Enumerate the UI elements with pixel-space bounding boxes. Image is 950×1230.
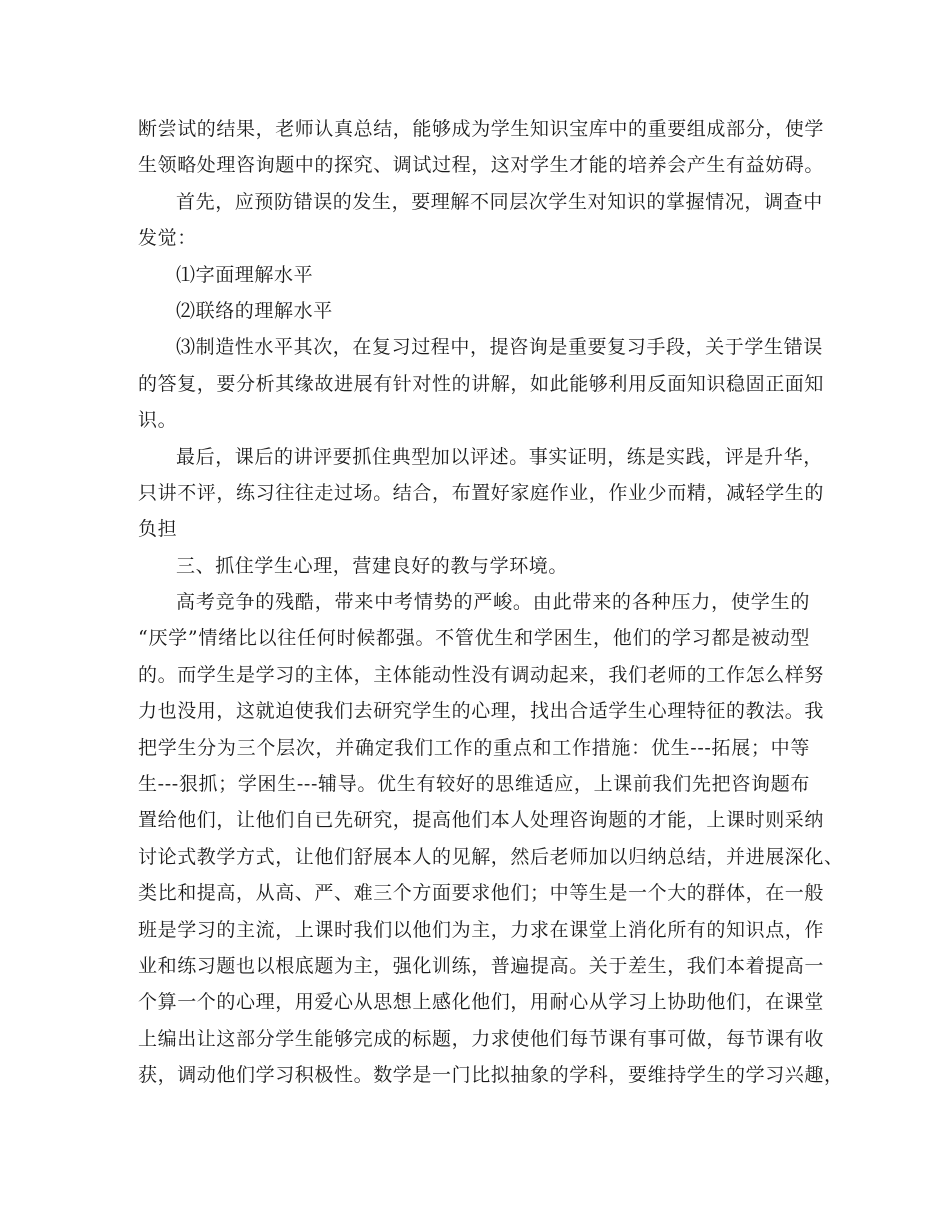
body-line: 个算一个的心理，用爱心从思想上感化他们，用耐心从学习上协助他们，在课堂 — [138, 991, 825, 1014]
body-line: 只讲不评，练习往往走过场。结合，布置好家庭作业，作业少而精，减轻学生的 — [138, 481, 825, 504]
paragraph-first-line: 首先，应预防错误的发生，要理解不同层次学生对知识的掌握情况，调查中 — [176, 190, 823, 213]
paragraph-first-line: 最后，课后的讲评要抓住典型加以评述。事实证明，练是实践，评是升华， — [176, 445, 823, 468]
body-line: 获，调动他们学习积极性。数学是一门比拟抽象的学科，要维持学生的学习兴趣， — [138, 1064, 844, 1087]
paragraph-first-line: 高考竞争的残酷，带来中考情势的严峻。由此带来的各种压力，使学生的 — [176, 591, 810, 614]
body-line: 发觉： — [138, 227, 197, 250]
body-line: 生领略处理咨询题中的探究、调试过程，这对学生才能的培养会产生有益妨碍。 — [138, 154, 825, 177]
body-line: 生---狠抓；学困生---辅导。优生有较好的思维适应，上课前我们先把咨询题布 — [138, 773, 810, 796]
body-line: 力也没用，这就迫使我们去研究学生的心理，找出合适学生心理特征的教法。我 — [138, 700, 825, 723]
body-line: 讨论式教学方式，让他们舒展本人的见解，然后老师加以归纳总结，并进展深化、 — [138, 845, 844, 868]
body-line: 业和练习题也以根底题为主，强化训练，普遍提高。关于差生，我们本着提高一 — [138, 954, 825, 977]
document-body — [138, 111, 844, 1094]
body-line: 上编出让这部分学生能够完成的标题，力求使他们每节课有事可做，每节课有收 — [138, 1027, 825, 1050]
section-heading: 三、抓住学生心理，营建良好的教与学环境。 — [176, 554, 569, 577]
body-line: 的。而学生是学习的主体，主体能动性没有调动起来，我们老师的工作怎么样努 — [138, 663, 825, 686]
list-item: ⑶制造性水平其次，在复习过程中，提咨询是重要复习手段，关于学生错误 — [176, 336, 823, 359]
body-line: “厌学”情绪比以往任何时候都强。不管优生和学困生，他们的学习都是被动型 — [138, 627, 810, 650]
body-line: 置给他们，让他们自已先研究，提高他们本人处理咨询题的才能，上课时则采纳 — [138, 809, 825, 832]
body-line: 的答复，要分析其缘故进展有针对性的讲解，如此能够利用反面知识稳固正面知 — [138, 372, 825, 395]
body-line: 断尝试的结果，老师认真总结，能够成为学生知识宝库中的重要组成部分，使学 — [138, 118, 825, 140]
list-item: ⑵联络的理解水平 — [176, 299, 333, 322]
body-line: 类比和提高，从高、严、难三个方面要求他们；中等生是一个大的群体，在一般 — [138, 882, 825, 905]
body-line: 负担 — [138, 518, 178, 541]
body-line: 把学生分为三个层次，并确定我们工作的重点和工作措施：优生---拓展；中等 — [138, 736, 810, 759]
body-line: 班是学习的主流，上课时我们以他们为主，力求在课堂上消化所有的知识点，作 — [138, 918, 825, 941]
body-line: 识。 — [138, 409, 178, 432]
list-item: ⑴字面理解水平 — [176, 263, 314, 286]
